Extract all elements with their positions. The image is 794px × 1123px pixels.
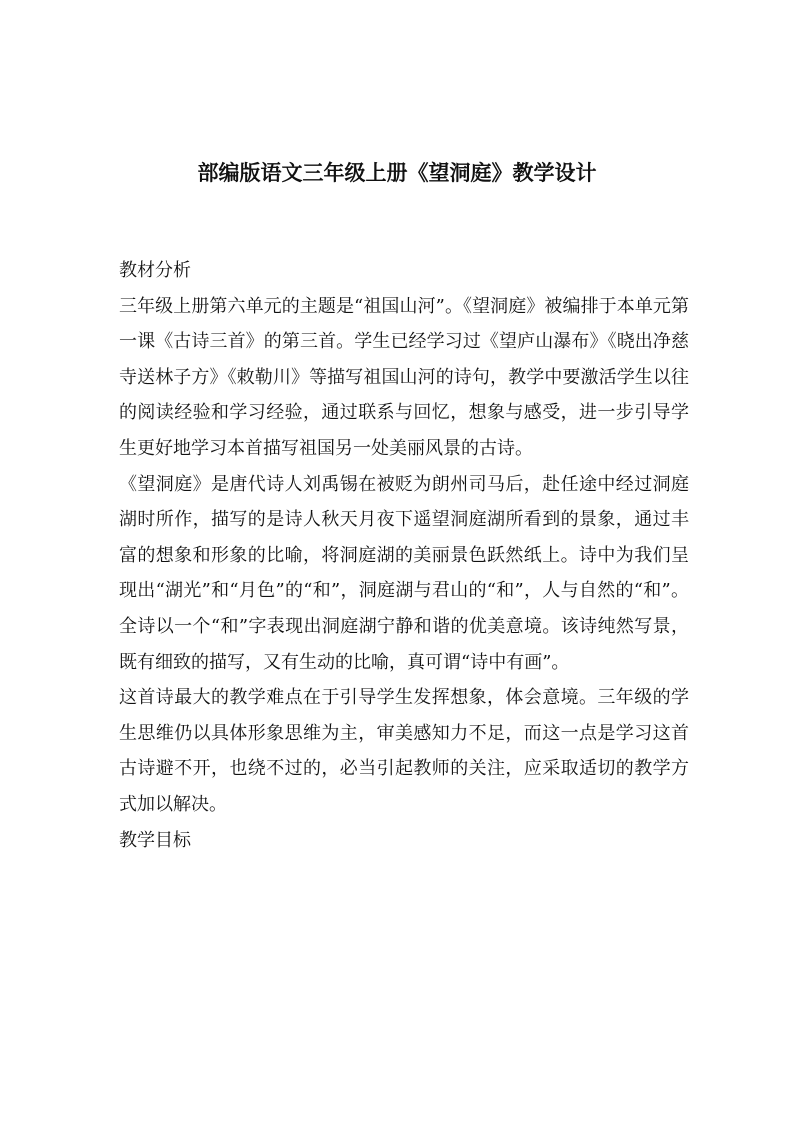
paragraph-unit-theme: 三年级上册第六单元的主题是“祖国山河”。《望洞庭》被编排于本单元第一课《古诗三首》的第三首。学生已经学习过《望庐山瀑布》《晓出净慈寺送林子方》《敕勒川》等描写祖国山河的诗句，教学中要激活学生以往的阅读经验和学习经验，通过联系与回忆，想象与感受，进一步引导学生更好地学习本首描写祖国另一处美丽风景的古诗。 [119,295,689,459]
paragraph-poem-analysis: 《望洞庭》是唐代诗人刘禹锡在被贬为朗州司马后，赴任途中经过洞庭湖时所作，描写的是诗人秋天月夜下遥望洞庭湖所看到的景象，通过丰富的想象和形象的比喻，将洞庭湖的美丽景色跃然纸上。诗中为我们呈现出“湖光”和“月色”的“和”，洞庭湖与君山的“和”，人与自然的“和”。全诗以一个“和”字表现出洞庭湖宁静和谐的优美意境。该诗纯然写景，既有细致的描写，又有生动的比喻，真可谓“诗中有画”。 [119,473,689,673]
paragraph-teaching-difficulty: 这首诗最大的教学难点在于引导学生发挥想象，体会意境。三年级的学生思维仍以具体形象思维为主，审美感知力不足，而这一点是学习这首古诗避不开，也绕不过的，必当引起教师的关注，应采取适切的教学方式加以解决。 [119,687,689,815]
section-heading-analysis: 教材分析 [119,260,191,281]
document-body [119,253,689,858]
section-heading-objectives: 教学目标 [119,829,191,851]
document-title: 部编版语文三年级上册《望洞庭》教学设计 [197,161,597,185]
